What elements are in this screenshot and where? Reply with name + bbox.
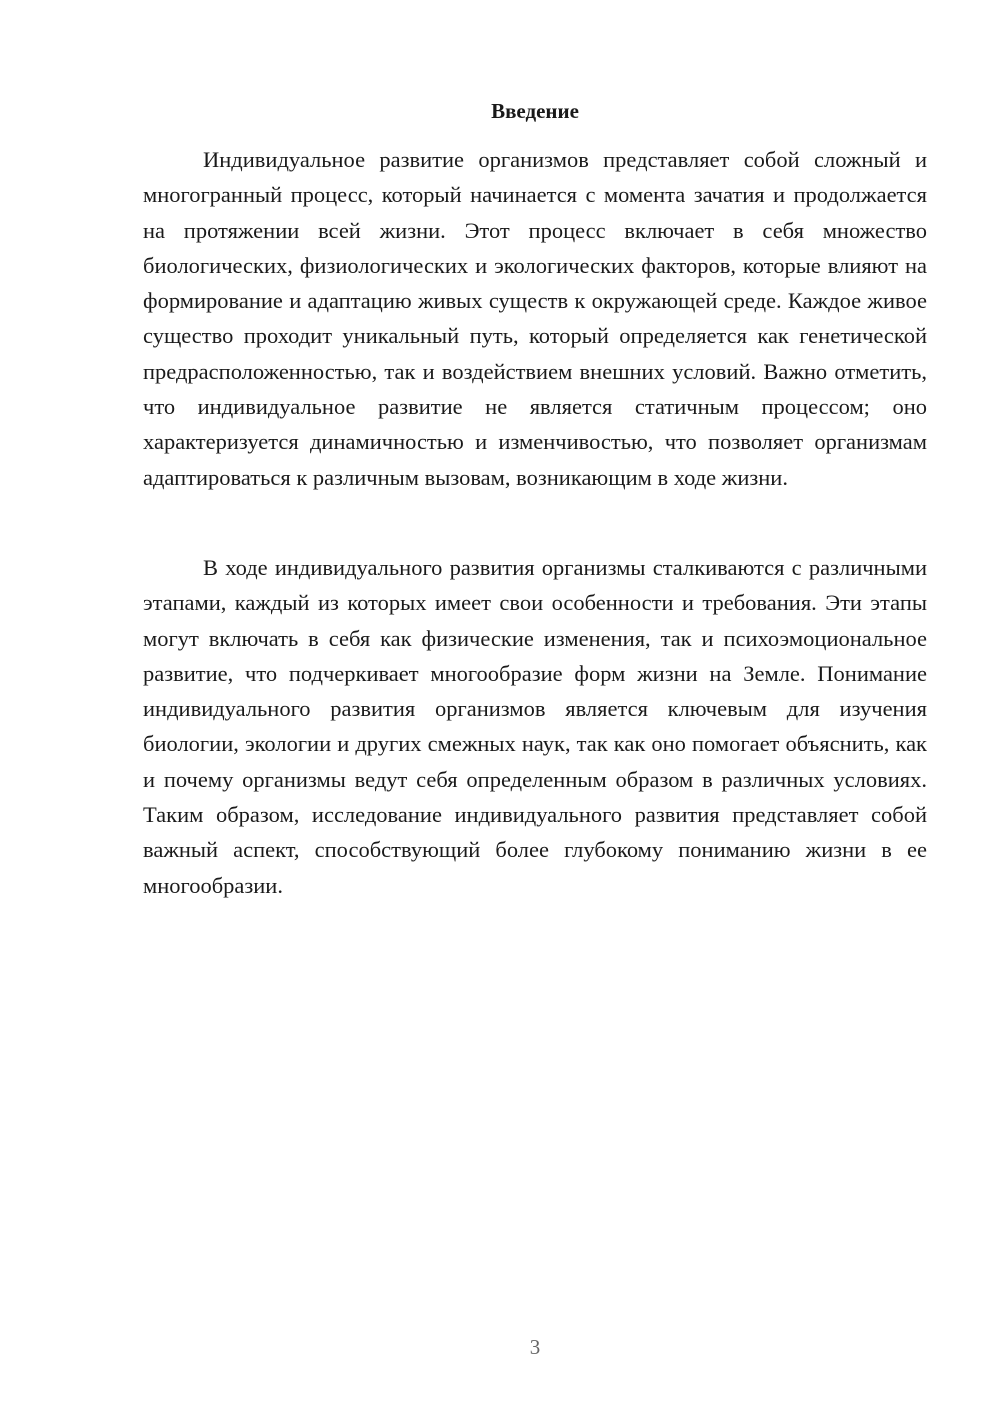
section-heading: Введение xyxy=(491,99,579,123)
page-number: 3 xyxy=(529,1335,541,1359)
body-paragraph: Индивидуальное развитие организмов представляет собой сложный и многогранный процесс, который начинается с момента зачатия и продолжается на протяжении всей жизни. Этот процесс включает в себя множество биологических, физиологических и экологических факторов, которые влияют на формирование и адаптацию живых существ к окружающей среде. Каждое живое существо проходит уникальный путь, который определяется как генетической предрасположенностью, так и воздействием внешних условий. Важно отметить, что индивидуальное развитие не является статичным процессом; оно характеризуется динамичностью и изменчивостью, что позволяет организмам адаптироваться к различным вызовам, возникающим в ходе жизни. xyxy=(143,147,927,490)
body-paragraph: В ходе индивидуального развития организмы сталкиваются с различными этапами, каждый из которых имеет свои особенности и требования. Эти этапы могут включать в себя как физические изменения, так и психоэмоциональное развитие, что подчеркивает многообразие форм жизни на Земле. Понимание индивидуального развития организмов является ключевым для изучения биологии, экологии и других смежных наук, так как оно помогает объяснить, как и почему организмы ведут себя определенным образом в различных условиях. Таким образом, исследование индивидуального развития представляет собой важный аспект, способствующий более глубокому пониманию жизни в ее многообразии. xyxy=(143,555,927,898)
